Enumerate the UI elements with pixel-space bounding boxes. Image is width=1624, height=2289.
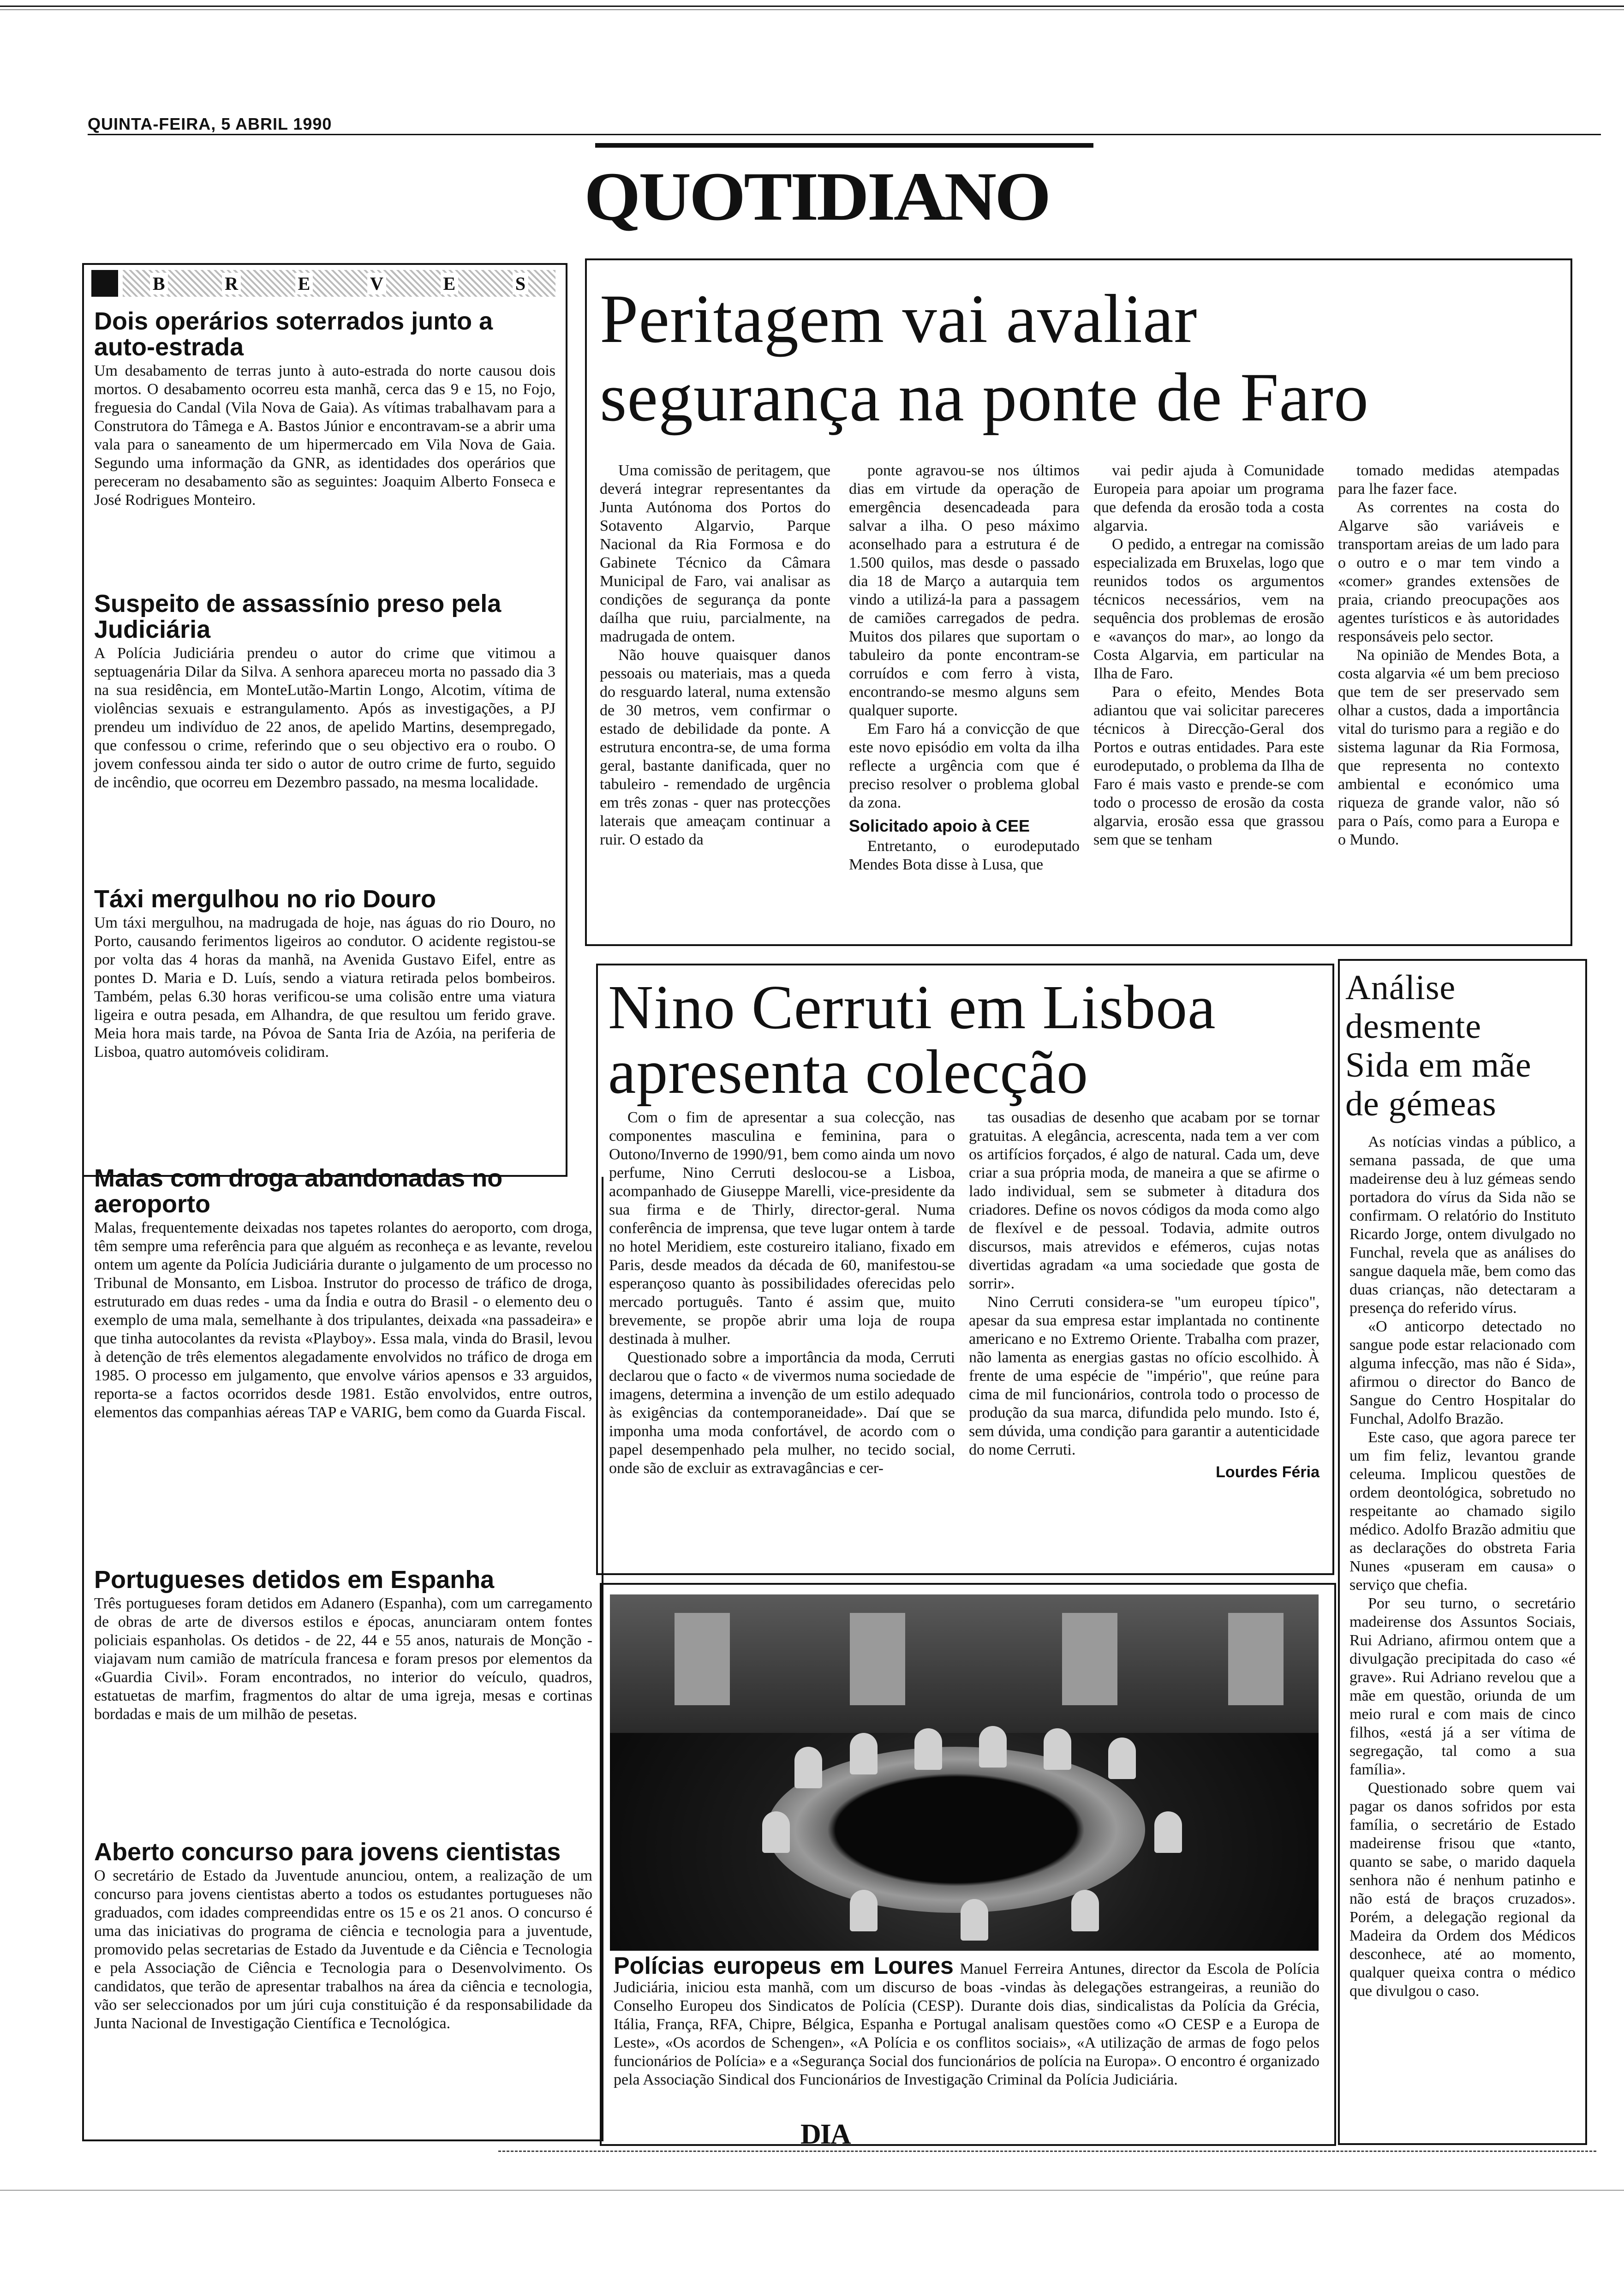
breves-letter: R (222, 273, 241, 294)
breve-item (94, 1165, 592, 1422)
photo-window (1062, 1613, 1117, 1705)
sida-paragraph: Questionado sobre quem vai pagar os danos sofridos por esta família, o secretário de Estado madeirense frisou que «tanto, quanto se sabe, o marido daquela senhora não é nenhum patinho e não está de braços cruzados». Porém, a delegação regional da Madeira da Ordem dos Médicos desconhece, até ao momento, qualquer queixa contra o médico que divulgou o caso. (1349, 1780, 1576, 2000)
sida-column (1349, 1133, 1576, 2001)
faro-headline-line-1: Peritagem vai avaliar (600, 281, 1198, 357)
breve-item (94, 886, 555, 1061)
breve-title: Táxi mergulhou no rio Douro (94, 885, 436, 913)
footer-dashed-rule (498, 2151, 1596, 2152)
photo-person (914, 1728, 942, 1770)
faro-paragraph: Entretanto, o eurodeputado Mendes Bota disse à Lusa, que (849, 838, 1080, 873)
sida-paragraph: «O anticorpo detectado no sangue pode estar relacionado com alguma infecção, mas não é Sida», afirmou o director do Banco de Sangue do Centro Hospitalar do Funchal, Adolfo Brazão. (1349, 1318, 1576, 1427)
breve-title: Aberto concurso para jovens cientistas (94, 1838, 561, 1866)
photo-person (979, 1726, 1007, 1768)
photo-person (961, 1899, 988, 1941)
cerruti-byline: Lourdes Féria (1216, 1463, 1320, 1481)
breve-body: Um desabamento de terras junto à auto-estrada do norte causou dois mortos. O desabamento ocorreu esta manhã, cerca das 9 e 15, no Fojo, freguesia do Candal (Vila Nova de Gaia). As vítimas trabalhavam para a Construtora do Tâmega e A. Bastos Júnior e encontravam-se a abrir uma vala para o saneamento de um hipermercado em Vila Nova de Gaia. Segundo uma informação da GNR, as identidades dos operários que pereceram no desabamento são as seguintes: Joaquim Alberto Fonseca e José Rodrigues Monteiro. (94, 362, 555, 509)
faro-column-3 (1093, 461, 1324, 849)
conference-photo (610, 1594, 1319, 1951)
photo-caption-title: Polícias europeus em Loures (614, 1953, 954, 1979)
cerruti-headline-line-1: Nino Cerruti em Lisboa (608, 973, 1216, 1042)
faro-paragraph: O pedido, a entregar na comissão especializada em Bruxelas, logo que reunidos todos os argumentos técnicos necessários, vem na sequência dos problemas de erosão e «avanços do mar», ao longo da Costa Algarvia, em particular na Ilha de Faro. (1093, 536, 1324, 682)
photo-person (1044, 1728, 1071, 1770)
sida-paragraph: Este caso, que agora parece ter um fim feliz, levantou grande celeuma. Implicou questões de ordem deontológica, sobretudo no respeitante ao chamado sigilo médico. Adolfo Brazão admitiu que as declarações do obstreta Faria Nunes «puseram em causa» o serviço que chefia. (1349, 1429, 1576, 1594)
breve-item (94, 1567, 592, 1724)
breve-body: A Polícia Judiciária prendeu o autor do crime que vitimou a septuagenária Dilar da Silva. A senhora apareceu morta no passado dia 3 na sua residência, em MonteLutão-Martin Longo, Alcotim, vítima de violências sexuais e estrangulamento. Após as investigações, a PJ prendeu um indivíduo de 22 anos, de apelido Martins, desempregado, que confessou o crime, referindo que o seu objectivo era o roubo. O jovem confessou ainda ter sido o autor de outro crime de furto, seguido de incêndio, que ocorreu em Dezembro passado, na mesma localidade. (94, 645, 555, 791)
section-title-rule-top (595, 143, 1093, 148)
breves-letter: E (295, 273, 313, 294)
faro-paragraph: Para o efeito, Mendes Bota adiantou que vai solicitar pareceres técnicos à Direcção-Geral dos Portos e outras entidades. Para este eurodeputado, o problema da Ilha de Faro é mais vasto e prende-se com todo o processo de erosão da costa algarvia, erosão essa que grassou sem que se tenham (1093, 683, 1324, 848)
breve-body: O secretário de Estado da Juventude anunciou, ontem, a realização de um concurso para jovens cientistas aberto a todos os estudantes portugueses não graduados, com idades compreendidas entre os 15 e os 21 anos. O concurso é uma das iniciativas do programa de ciência e tecnologia para a juventude, promovido pelas secretarias de Estado da Juventude e da Ciência e Tecnologia e pela Associação de Ciência e Tecnologia para o Desenvolvimento. Os candidatos, que terão de apresentar trabalhos na área da ciência e tecnologia, vão ser seleccionados por um júri cuja constituição é da responsabilidade da Junta Nacional de Investigação Científica e Tecnológica. (94, 1867, 592, 2032)
breve-title: Dois operários soterrados junto a auto-estrada (94, 307, 493, 361)
breve-item (94, 591, 555, 792)
top-rule-2 (0, 9, 1624, 10)
faro-column-4 (1338, 461, 1559, 849)
breves-square (91, 270, 118, 297)
photo-person (794, 1747, 822, 1788)
sida-headline-line-2: desmente (1345, 1007, 1482, 1046)
sida-paragraph: As notícias vindas a público, a semana passada, de que uma madeirense deu à luz gémeas sendo portadora do vírus da Sida não se confirmam. O relatório do Instituto Ricardo Jorge, ontem divulgado no Funchal, revela que as análises do sangue daquela mãe, bem como das duas crianças, não detectaram a presença do referido vírus. (1349, 1133, 1576, 1317)
faro-headline-line-2: segurança na ponte de Faro (600, 359, 1369, 436)
breve-item (94, 308, 555, 509)
dateline-rule (88, 134, 1601, 135)
cerruti-paragraph: Nino Cerruti considera-se "um europeu típico", apesar da sua empresa estar implantada no continente americano e no Extremo Oriente. Trabalha com prazer, não lamenta as energias gastas no ofício escolhido. À frente de uma espécie de "império", que reúne para cima de mil funcionários, controla todo o processo de produção da sua marca, difundida pelo mundo. Isto é, sem dúvida, uma condição para garantir a autenticidade do nome Cerruti. (969, 1294, 1320, 1458)
faro-paragraph: tomado medidas atempadas para lhe fazer face. (1338, 462, 1559, 497)
photo-person (850, 1890, 878, 1931)
breve-body: Três portugueses foram detidos em Adanero (Espanha), com um carregamento de obras de arte de diversos estilos e épocas, anunciaram ontem fontes policiais espanholas. Os detidos - de 22, 44 e 55 anos, naturais de Monção - viajavam num camião de matrícula francesa e foram presos por elementos da «Guardia Civil». Foram encontrados, no interior do veículo, quadros, estatuetas de marfim, fragmentos do altar de uma igreja, mesas e cortinas bordadas e mais de um milhão de pesetas. (94, 1595, 592, 1723)
breves-letter: S (513, 273, 528, 294)
breve-title: Portugueses detidos em Espanha (94, 1566, 495, 1594)
photo-person (1108, 1738, 1136, 1779)
breve-title: Malas com droga abandonadas no aeroporto (94, 1164, 503, 1218)
breves-header (91, 270, 555, 297)
section-title: QUOTIDIANO (584, 158, 1050, 235)
sida-headline-line-1: Análise (1345, 968, 1456, 1007)
breve-title: Suspeito de assassínio preso pela Judiciária (94, 590, 502, 643)
faro-paragraph: vai pedir ajuda à Comunidade Europeia para apoiar um programa que defenda da erosão toda a costa algarvia. (1093, 462, 1324, 534)
photo-window (675, 1613, 730, 1705)
breve-body: Um táxi mergulhou, na madrugada de hoje, nas águas do rio Douro, no Porto, causando ferimentos ligeiros ao condutor. O acidente registou-se por volta das 4 horas da manhã, na Avenida Gustavo Eifel, entre as pontes D. Maria e D. Luís, sendo a viatura retirada pelos bombeiros. Também, pelas 6.30 horas verificou-se uma colisão entre uma viatura ligeira e outra pesada, em Alhandra, de que resultou um ferido grave. Meia hora mais tarde, na Póvoa de Santa Iria de Azóia, na periferia de Lisboa, quatro automóveis colidiram. (94, 914, 555, 1061)
faro-paragraph: Uma comissão de peritagem, que deverá integrar representantes da Junta Autónoma dos Portos do Sotavento Algarvio, Parque Nacional da Ria Formosa e do Gabinete Técnico da Câmara Municipal de Faro, vai analisar as condições de segurança da ponte daílha que ruiu, parcialmente, na madrugada de ontem. (600, 462, 830, 645)
sida-headline-line-4: de gémeas (1345, 1085, 1497, 1123)
faro-paragraph: As correntes na costa do Algarve são variáveis e transportam areias de um lado para o outro e o mar tem vindo a «comer» grandes extensões de praia, criando preocupações aos agentes turísticos e às autoridades responsáveis pelo sector. (1338, 499, 1559, 645)
cerruti-paragraph: Com o fim de apresentar a sua colecção, nas componentes masculina e feminina, para o Outono/Inverno de 1990/91, bem como ainda um novo perfume, Nino Cerruti deslocou-se a Lisboa, acompanhado de Giuseppe Marelli, vice-presidente da sua firma e de Thirly, director-geral. Numa conferência de imprensa, que teve lugar ontem à tarde no hotel Meridiem, este costureiro italiano, fixado em Paris, desde meados da década de 60, manifestou-se esperançoso quanto às possibilidades oferecidas pelo mercado português. Tanto é assim que, muito brevemente, se propõe abrir uma loja de roupa destinada à mulher. (609, 1109, 955, 1348)
photo-person (1071, 1890, 1099, 1931)
faro-column-2 (849, 461, 1080, 874)
bottom-rule (0, 2190, 1624, 2191)
breves-letter: E (441, 273, 459, 294)
faro-column-1 (600, 461, 830, 849)
faro-paragraph: ponte agravou-se nos últimos dias em virtude da operação de emergência desencadeada para salvar a ilha. O peso máximo aconselhado para a estrutura é de 1.500 quilos, mas desde o passado dia 18 de Março a autarquia tem vindo a utilizá-la para a passagem de camiões carregados de pedra. Muitos dos pilares que suportam o tabuleiro da ponte encontram-se corruídos e com ferro à vista, encontrando-se mesmo alguns sem qualquer suporte. (849, 462, 1080, 719)
photo-person (762, 1811, 790, 1853)
breves-label (123, 270, 555, 297)
cerruti-paragraph: tas ousadias de desenho que acabam por se tornar gratuitas. A elegância, acrescenta, nada tem a ver com os artifícios forçados, é algo de natural. Cada um, deve criar a sua própria moda, de maneira a que se afirme o lado individual, sem se submeter à ditadura dos criadores. Define os novos códigos da moda como algo de flexível e de pessoal. Todavia, admite outros discursos, mais atrevidos e efémeros, cujas notas divertidas agradam «a uma sociedade que gosta de sorrir». (969, 1109, 1320, 1292)
round-table (767, 1747, 1145, 1913)
photo-person (850, 1733, 878, 1774)
faro-paragraph: Não houve quaisquer danos pessoais ou materiais, mas a queda do resguardo lateral, numa extensão de 30 metros, vem confirmar o estado de debilidade da ponte. A estrutura encontra-se, de uma forma geral, bastante danificada, quer no tabuleiro - remendado de urgência em três zonas - quer nas protecções laterais que ameaçam continuar a ruir. O estado da (600, 647, 830, 848)
newspaper-logo: DIA (800, 2119, 850, 2150)
cerruti-paragraph: Questionado sobre a importância da moda, Cerruti declarou que o facto « de vivermos numa sociedade de imagens, determina a invenção de um estilo adequado às exigências da contemporaneidade». Daí que se imponha uma moda confortável, de acordo com o papel desempenhado pela mulher, no tecido social, onde são de excluir as extravagâncias e cer- (609, 1349, 955, 1477)
faro-paragraph: Na opinião de Mendes Bota, a costa algarvia «é um bem precioso que tem de ser preservado sem olhar a custos, dada a importância vital do turismo para a região e do sistema lagunar da Ria Formosa, que representa no contexto ambiental e económico uma riqueza de grande valor, não só para o País, como para a Europa e o Mundo. (1338, 647, 1559, 848)
sida-paragraph: Por seu turno, o secretário madeirense dos Assuntos Sociais, Rui Adriano, afirmou ontem que a divulgação precipitada do caso «é grave». Rui Adriano revelou que a mãe em questão, oriunda de um meio rural e com mais de cinco filhos, «está já a ser vítima de segregação, tal como a sua família». (1349, 1595, 1576, 1778)
photo-window (850, 1613, 905, 1705)
photo-caption-body: Manuel Ferreira Antunes, director da Escola de Polícia Judiciária, iniciou esta manhã, com um discurso de boas -vindas às delegações estrangeiras, a reunião do Conselho Europeu dos Sindicatos de Polícia (CESP). Durante dois dias, sindicalistas da Polícia da Grécia, Itália, França, RFA, Chipre, Bélgica, Espanha e Portugal analisam questões como «O CESP e a Europa de Leste», «Os acordos de Schengen», «A Polícia e os conflitos sociais», «A utilização de armas de fogo pelos funcionários de Polícia» e a «Segurança Social dos funcionários de polícia na Europa». O encontro é organizado pela Associação Sindical dos Funcionários de Investigação Criminal da Polícia Judiciária. (614, 1960, 1320, 2088)
breve-item (94, 1839, 592, 2033)
breves-letter: B (150, 273, 168, 294)
photo-caption (614, 1953, 1320, 2089)
breve-body: Malas, frequentemente deixadas nos tapetes rolantes do aeroporto, com droga, têm sempre uma referência para que alguém as reconheça e as levante, revelou ontem um agente da Polícia Judiciária durante o julgamento de um processo no Tribunal de Monsanto, em Lisboa. Instrutor do processo de tráfico de droga, estruturado em duas redes - uma da Índia e outra do Brasil - o elemento deu o exemplo de uma mala, semelhante à dos tripulantes, deixada «na passadeira» e que tinha autocolantes da revista «Playboy». Essa mala, vinda do Brasil, levou à detenção de três elementos alegadamente envolvidos no tráfico de droga em 1985. O processo em julgamento, que envolve vários apensos e 33 arguidos, reporta-se a factos ocorridos desde 1981. Estão envolvidos, entre outros, elementos das companhias aéreas TAP e VARIG, bem como da Guarda Fiscal. (94, 1219, 592, 1421)
dateline: QUINTA-FEIRA, 5 ABRIL 1990 (88, 114, 332, 133)
sida-headline-line-3: Sida em mãe (1345, 1046, 1532, 1085)
faro-paragraph: Em Faro há a convicção de que este novo episódio em volta da ilha reflecte a urgência com que é preciso resolver o problema global da zona. (849, 720, 1080, 811)
photo-person (1154, 1811, 1182, 1853)
cerruti-column-1 (609, 1109, 955, 1478)
photo-window (1228, 1613, 1284, 1705)
cerruti-column-2 (969, 1109, 1320, 1481)
faro-subhead: Solicitado apoio à CEE (849, 816, 1030, 835)
top-rule (0, 6, 1624, 7)
breves-letter: V (367, 273, 386, 294)
cerruti-headline-line-2: apresenta colecção (608, 1037, 1089, 1107)
